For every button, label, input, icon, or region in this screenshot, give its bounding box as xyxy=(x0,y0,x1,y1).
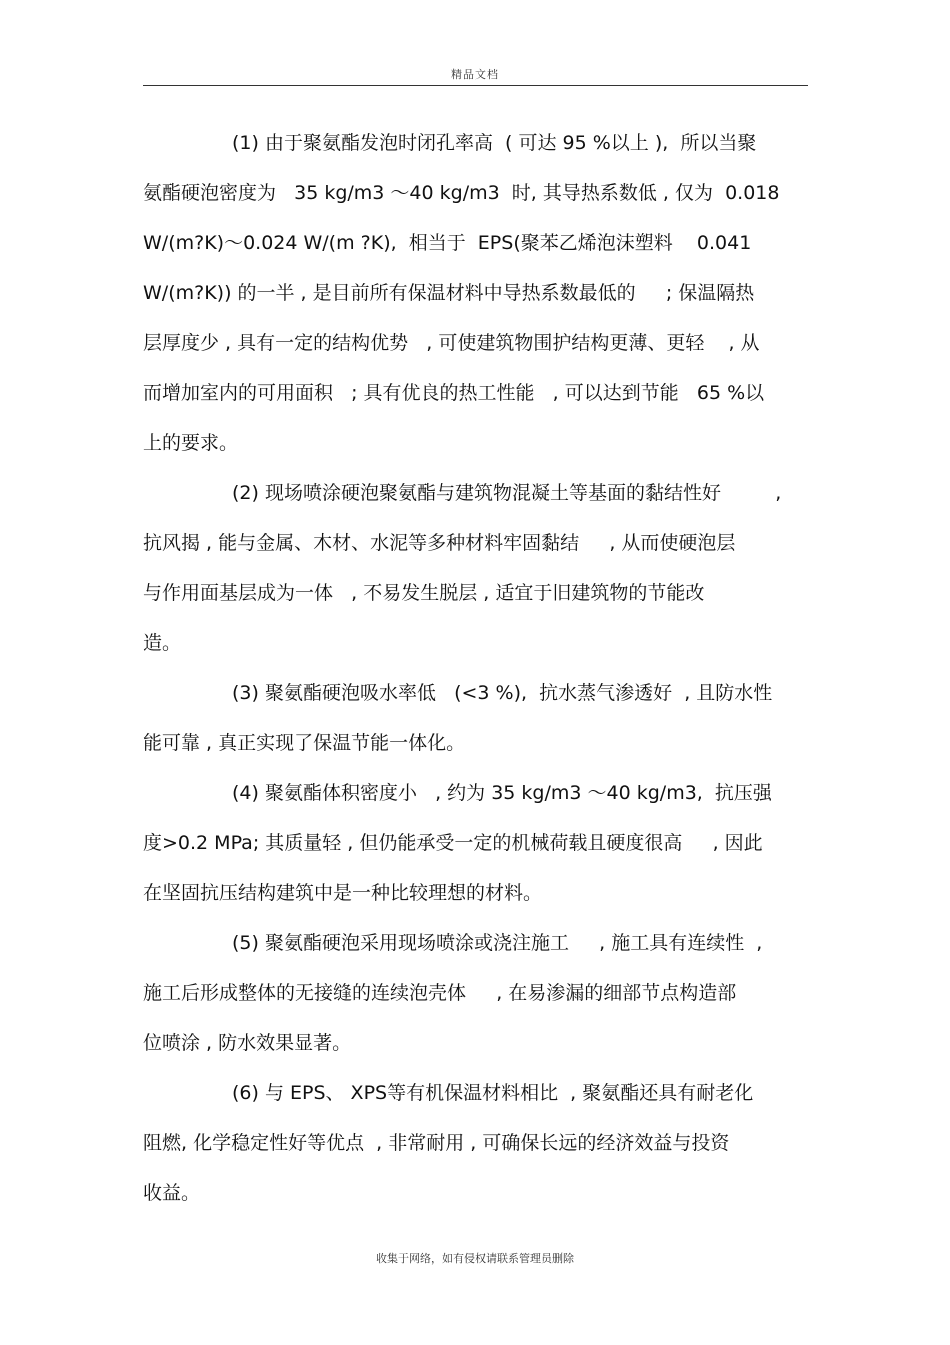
paragraph-line: (4) 聚氨酯体积密度小 , 约为 35 kg/m3 ～40 kg/m3, 抗压强 xyxy=(232,782,772,804)
paragraph-line: 造。 xyxy=(143,632,182,654)
paragraph-2 xyxy=(143,474,808,674)
paragraph-line: 层厚度少 , 具有一定的结构优势 , 可使建筑物围护结构更薄、更轻 , 从 xyxy=(143,332,760,354)
paragraph-line: 上的要求。 xyxy=(143,432,239,454)
paragraph-line: 与作用面基层成为一体 , 不易发生脱层 , 适宜于旧建筑物的节能改 xyxy=(143,582,705,604)
document-body xyxy=(143,124,808,1224)
paragraph-4 xyxy=(143,774,808,924)
paragraph-line: W/(m?K)～0.024 W/(m ?K), 相当于 EPS(聚苯乙烯泡沫塑料 0.041 xyxy=(143,232,752,254)
page-header: 精品文档 xyxy=(451,68,499,81)
paragraph-line: 在坚固抗压结构建筑中是一种比较理想的材料。 xyxy=(143,882,543,904)
paragraph-line: 而增加室内的可用面积 ; 具有优良的热工性能 , 可以达到节能 65 %以 xyxy=(143,382,765,404)
paragraph-line: (5) 聚氨酯硬泡采用现场喷涂或浇注施工 , 施工具有连续性 , xyxy=(232,932,763,954)
header-divider xyxy=(143,85,808,86)
paragraph-1 xyxy=(143,124,808,474)
page-footer: 收集于网络，如有侵权请联系管理员删除 xyxy=(376,1252,574,1265)
paragraph-line: (2) 现场喷涂硬泡聚氨酯与建筑物混凝土等基面的黏结性好 , xyxy=(232,482,782,504)
paragraph-line: (6) 与 EPS、 XPS等有机保温材料相比 , 聚氨酯还具有耐老化 xyxy=(232,1082,754,1104)
paragraph-line: 抗风揭 , 能与金属、木材、水泥等多种材料牢固黏结 , 从而使硬泡层 xyxy=(143,532,736,554)
paragraph-3 xyxy=(143,674,808,774)
paragraph-line: 氨酯硬泡密度为 35 kg/m3 ～40 kg/m3 时, 其导热系数低 , 仅为 0.018 xyxy=(143,182,780,204)
paragraph-line: 收益。 xyxy=(143,1182,201,1204)
paragraph-line: (3) 聚氨酯硬泡吸水率低 (<3 %), 抗水蒸气渗透好 , 且防水性 xyxy=(232,682,773,704)
paragraph-line: 位喷涂 , 防水效果显著。 xyxy=(143,1032,352,1054)
paragraph-line: 施工后形成整体的无接缝的连续泡壳体 , 在易渗漏的细部节点构造部 xyxy=(143,982,737,1004)
paragraph-6 xyxy=(143,1074,808,1224)
paragraph-line: 能可靠 , 真正实现了保温节能一体化。 xyxy=(143,732,466,754)
paragraph-line: 阻燃, 化学稳定性好等优点 , 非常耐用 , 可确保长远的经济效益与投资 xyxy=(143,1132,730,1154)
paragraph-line: 度>0.2 MPa; 其质量轻 , 但仍能承受一定的机械荷载且硬度很高 , 因此 xyxy=(143,832,763,854)
paragraph-line: (1) 由于聚氨酯发泡时闭孔率高 ( 可达 95 %以上 ), 所以当聚 xyxy=(232,132,757,154)
paragraph-line: W/(m?K)) 的一半 , 是目前所有保温材料中导热系数最低的 ; 保温隔热 xyxy=(143,282,755,304)
paragraph-5 xyxy=(143,924,808,1074)
